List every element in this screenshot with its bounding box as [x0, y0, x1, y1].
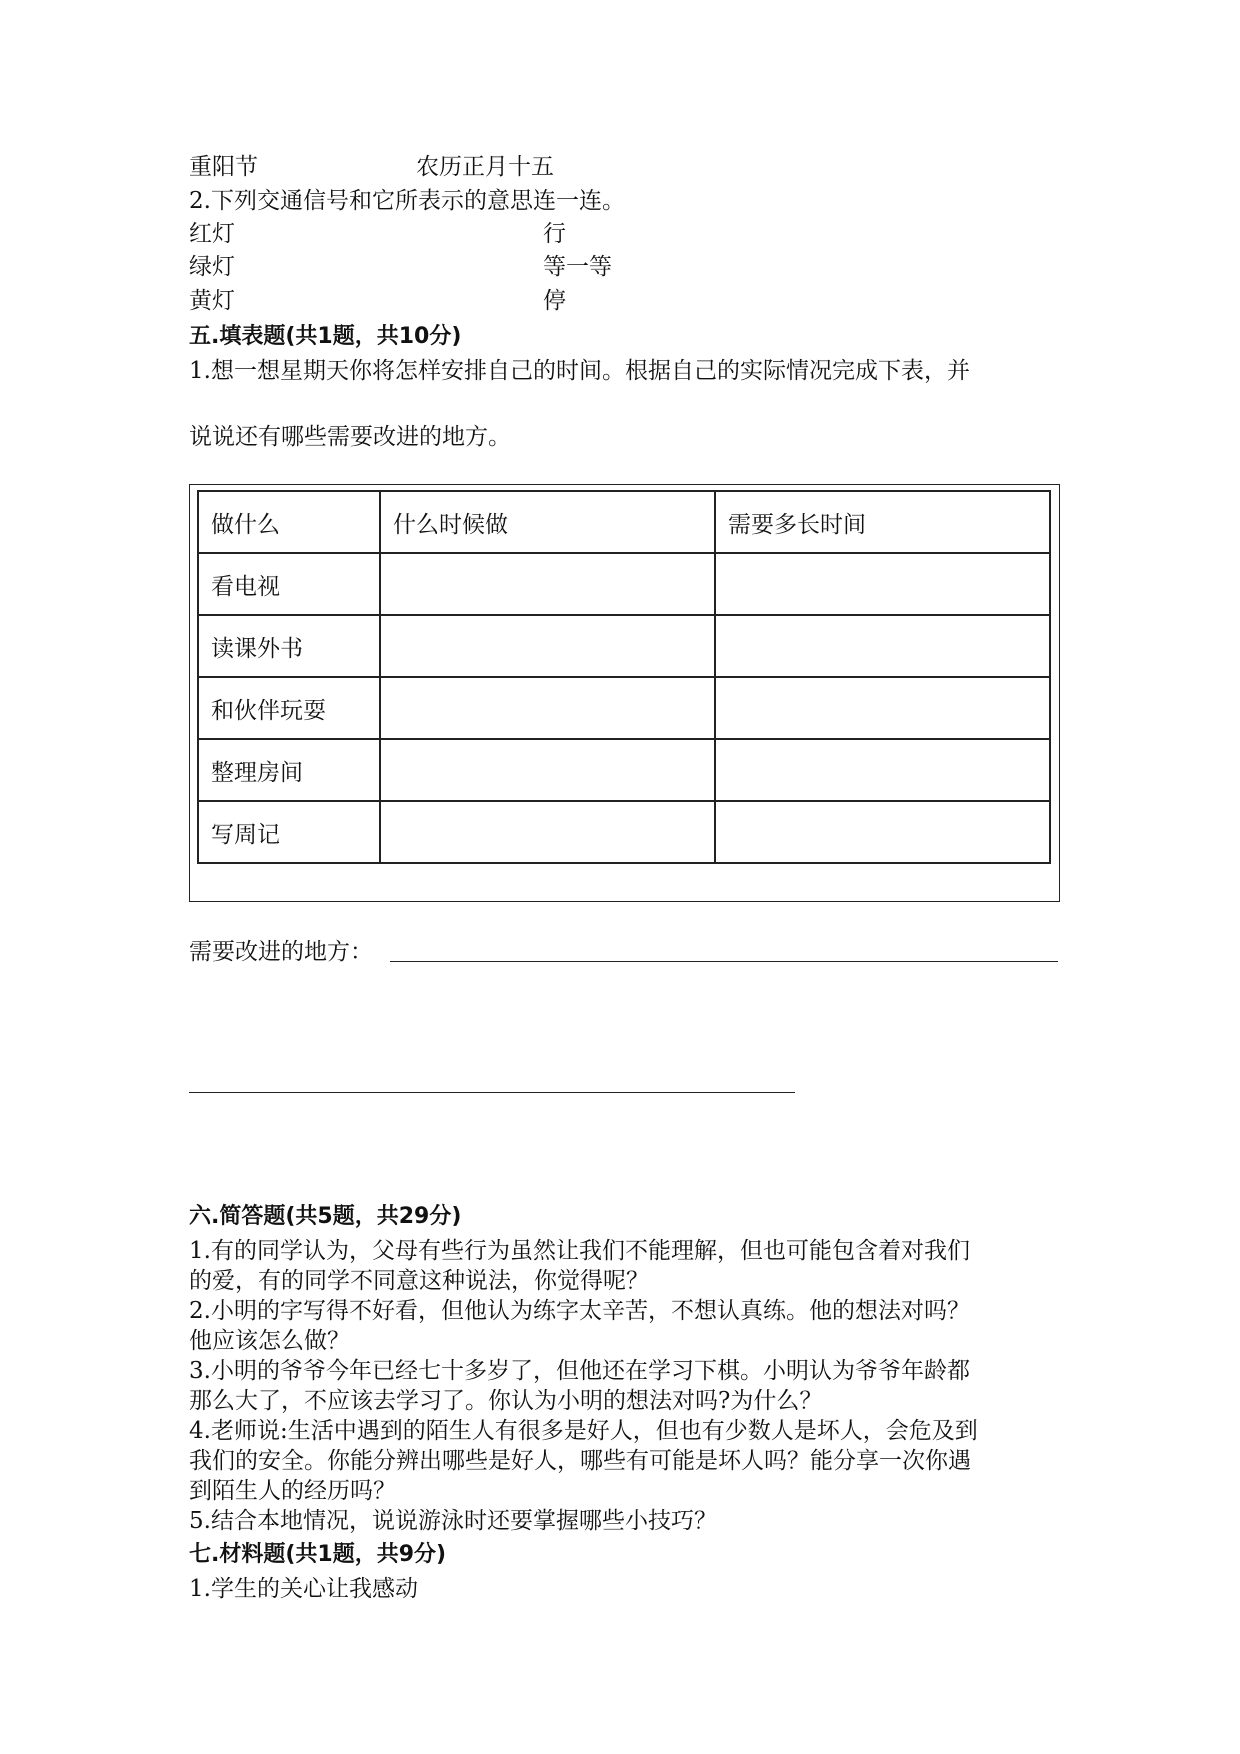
traffic-right-wait: 等一等: [543, 254, 612, 280]
cell-duration-empty[interactable]: [715, 739, 1050, 801]
traffic-right-stop: 停: [543, 288, 566, 314]
header-when: 什么时候做: [380, 491, 715, 553]
table-header-row: [198, 491, 1050, 553]
section-5-heading: 五.填表题(共1题，共10分): [189, 324, 462, 349]
matching-left-festival: 重阳节: [189, 154, 258, 180]
cell-duration-empty[interactable]: [715, 801, 1050, 863]
traffic-left-red: 红灯: [189, 221, 235, 247]
table-row: [198, 553, 1050, 615]
improve-answer-line-1[interactable]: [390, 961, 1058, 962]
cell-when-empty[interactable]: [380, 801, 715, 863]
table-row: [198, 615, 1050, 677]
cell-duration-empty[interactable]: [715, 615, 1050, 677]
question-2-prompt: 2.下列交通信号和它所表示的意思连一连。: [189, 188, 625, 214]
section-6-line: 到陌生人的经历吗？: [189, 1478, 396, 1504]
table-row: [198, 801, 1050, 863]
row-activity: 看电视: [198, 553, 380, 615]
section-6-line: 的爱，有的同学不同意这种说法，你觉得呢？: [189, 1268, 649, 1294]
section-6-line: 他应该怎么做？: [189, 1328, 350, 1354]
section-6-line: 我们的安全。你能分辨出哪些是好人，哪些有可能是坏人吗？能分享一次你遇: [189, 1448, 971, 1474]
row-activity: 读课外书: [198, 615, 380, 677]
row-activity: 整理房间: [198, 739, 380, 801]
section-6-line: 5.结合本地情况，说说游泳时还要掌握哪些小技巧？: [189, 1508, 717, 1534]
section-6-line: 2.小明的字写得不好看，但他认为练字太辛苦，不想认真练。他的想法对吗？: [189, 1298, 970, 1324]
table-row: [198, 739, 1050, 801]
cell-when-empty[interactable]: [380, 553, 715, 615]
traffic-left-yellow: 黄灯: [189, 288, 235, 314]
cell-duration-empty[interactable]: [715, 553, 1050, 615]
header-what: 做什么: [198, 491, 380, 553]
cell-duration-empty[interactable]: [715, 677, 1050, 739]
section-6-line: 那么大了，不应该去学习了。你认为小明的想法对吗?为什么？: [189, 1388, 823, 1414]
section-5-q1-line1: 1.想一想星期天你将怎样安排自己的时间。根据自己的实际情况完成下表，并: [189, 358, 970, 384]
improve-answer-line-2[interactable]: [189, 1092, 795, 1093]
section-7-heading: 七.材料题(共1题，共9分): [189, 1542, 447, 1567]
table-row: [198, 677, 1050, 739]
section-5-q1-line2: 说说还有哪些需要改进的地方。: [189, 424, 511, 450]
cell-when-empty[interactable]: [380, 739, 715, 801]
section-6-line: 1.有的同学认为，父母有些行为虽然让我们不能理解，但也可能包含着对我们: [189, 1238, 970, 1264]
traffic-left-green: 绿灯: [189, 254, 235, 280]
traffic-right-go: 行: [543, 221, 566, 247]
section-6-line: 3.小明的爷爷今年已经七十多岁了，但他还在学习下棋。小明认为爷爷年龄都: [189, 1358, 970, 1384]
improve-label: 需要改进的地方：: [189, 939, 373, 965]
header-duration: 需要多长时间: [715, 491, 1050, 553]
section-6-line: 4.老师说:生活中遇到的陌生人有很多是好人，但也有少数人是坏人，会危及到: [189, 1418, 978, 1444]
section-6-heading: 六.简答题(共5题，共29分): [189, 1204, 462, 1229]
matching-right-date: 农历正月十五: [416, 154, 554, 180]
cell-when-empty[interactable]: [380, 677, 715, 739]
row-activity: 和伙伴玩耍: [198, 677, 380, 739]
row-activity: 写周记: [198, 801, 380, 863]
section-7-q1: 1.学生的关心让我感动: [189, 1576, 418, 1602]
cell-when-empty[interactable]: [380, 615, 715, 677]
schedule-table: [197, 490, 1051, 864]
